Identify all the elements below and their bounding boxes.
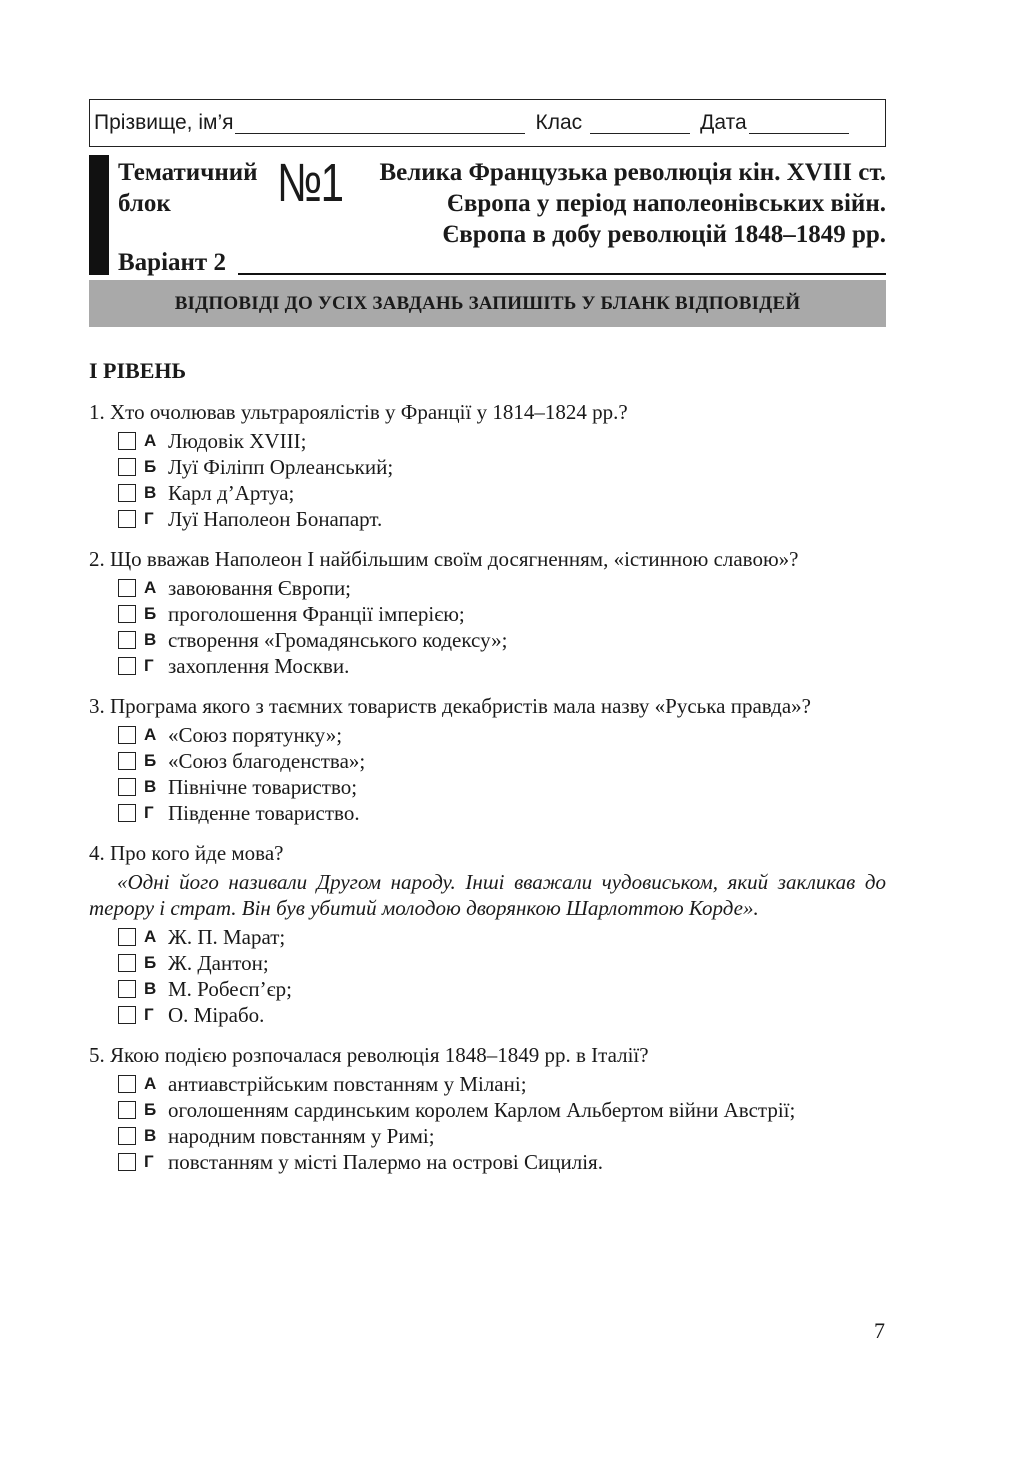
option-text: М. Робесп’єр; [168,977,292,1001]
name-label: Прізвище, ім’я [94,111,234,134]
answer-option[interactable] [118,653,886,679]
instructions-banner: ВІДПОВІДІ ДО УСІХ ЗАВДАНЬ ЗАПИШІТЬ У БЛАНК ВІДПОВІДЕЙ [89,280,886,327]
answer-checkbox[interactable] [118,1101,136,1119]
option-letter: А [144,725,157,744]
question-text: 3. Програма якого з таємних товариств декабристів мала назву «Руська правда»? [89,694,811,718]
option-text: «Союз благоденства»; [168,749,366,773]
answer-checkbox[interactable] [118,1006,136,1024]
answer-checkbox[interactable] [118,726,136,744]
answer-checkbox[interactable] [118,778,136,796]
question-1 [89,399,886,532]
variant-row [118,247,886,278]
answer-option[interactable] [118,774,886,800]
option-text: створення «Громадянського кодексу»; [168,628,508,652]
level-heading: I РІВЕНЬ [89,358,187,383]
option-text: проголошення Франції імперією; [168,602,465,626]
option-letter: В [144,1126,157,1145]
answer-option[interactable] [118,1149,886,1175]
answer-checkbox[interactable] [118,432,136,450]
option-letter: В [144,483,157,502]
question-3 [89,693,886,826]
option-text: Північне товариство; [168,775,358,799]
black-bar-decoration [89,155,109,275]
question-4 [89,840,886,1028]
answer-checkbox[interactable] [118,605,136,623]
answer-options [118,924,886,1028]
answer-checkbox[interactable] [118,510,136,528]
question-text: 5. Якою подією розпочалася революція 1848–1849 рр. в Італії? [89,1043,649,1067]
option-text: антиавстрійським повстанням у Мілані; [168,1072,527,1096]
option-letter: А [144,1074,157,1093]
variant-underline [238,273,886,275]
answer-options [118,575,886,679]
answer-option[interactable] [118,454,886,480]
option-letter: А [144,927,157,946]
class-label: Клас [535,111,583,134]
answer-option[interactable] [118,428,886,454]
variant-label: Варіант 2 [118,249,226,276]
option-text: Людовік XVIII; [168,429,307,453]
answer-options [118,722,886,826]
student-info-box [89,99,886,147]
answer-checkbox[interactable] [118,458,136,476]
thematic-block-header [89,155,886,280]
option-text: О. Мірабо. [168,1003,265,1027]
answer-checkbox[interactable] [118,980,136,998]
option-text: Луї Філіпп Орлеанський; [168,455,394,479]
answer-option[interactable] [118,748,886,774]
answer-option[interactable] [118,924,886,950]
date-field[interactable] [749,113,849,134]
answer-checkbox[interactable] [118,752,136,770]
answer-options [118,1071,886,1175]
date-label: Дата [700,111,747,134]
answer-option[interactable] [118,480,886,506]
answer-option[interactable] [118,601,886,627]
option-letter: Б [144,457,157,476]
answer-option[interactable] [118,800,886,826]
answer-option[interactable] [118,575,886,601]
option-text: «Союз порятунку»; [168,723,343,747]
option-text: завоювання Європи; [168,576,352,600]
option-text: повстанням у місті Палермо на острові Сицилія. [168,1150,603,1174]
answer-checkbox[interactable] [118,928,136,946]
option-text: Карл д’Артуа; [168,481,295,505]
option-letter: Г [144,1152,154,1171]
option-letter: А [144,578,157,597]
name-field[interactable] [235,113,525,134]
option-letter: В [144,979,157,998]
answer-option[interactable] [118,1071,886,1097]
worksheet-page [89,99,886,1175]
answer-checkbox[interactable] [118,954,136,972]
question-text: 1. Хто очолював ультрароялістів у Франції у 1814–1824 рр.? [89,400,628,424]
option-letter: Б [144,1100,157,1119]
answer-option[interactable] [118,1123,886,1149]
answer-option[interactable] [118,722,886,748]
option-text: Ж. Дантон; [168,951,269,975]
answer-checkbox[interactable] [118,484,136,502]
questions-list [89,399,886,1175]
question-5 [89,1042,886,1175]
option-letter: Г [144,1005,154,1024]
answer-checkbox[interactable] [118,1127,136,1145]
answer-option[interactable] [118,1097,886,1123]
option-text: оголошенням сардинським королем Карлом Альбертом війни Австрії; [168,1098,796,1122]
option-letter: В [144,630,157,649]
option-text: народним повстанням у Римі; [168,1124,435,1148]
option-text: захоплення Москви. [168,654,350,678]
option-text: Луї Наполеон Бонапарт. [168,507,383,531]
answer-checkbox[interactable] [118,631,136,649]
answer-checkbox[interactable] [118,579,136,597]
option-letter: Б [144,953,157,972]
block-title: Велика Французька революція кін. XVIII ст. Європа у період наполеонівських війн. Європа в добу революцій 1848–1849 рр. [379,159,886,248]
answer-option[interactable] [118,976,886,1002]
answer-checkbox[interactable] [118,804,136,822]
answer-checkbox[interactable] [118,657,136,675]
option-letter: Б [144,751,157,770]
answer-option[interactable] [118,950,886,976]
option-letter: Г [144,509,154,528]
question-text: 4. Про кого йде мова? [89,841,284,865]
option-letter: Г [144,803,154,822]
class-field[interactable] [590,113,690,134]
option-text: Південне товариство. [168,801,360,825]
block-number: №1 [277,153,343,213]
answer-checkbox[interactable] [118,1075,136,1093]
page-number: 7 [874,1318,885,1343]
option-letter: В [144,777,157,796]
block-label: Тематичний блок [118,159,258,217]
answer-option[interactable] [118,506,886,532]
question-2 [89,546,886,679]
answer-options [118,428,886,532]
answer-option[interactable] [118,627,886,653]
option-letter: А [144,431,157,450]
answer-option[interactable] [118,1002,886,1028]
question-quote: «Одні його називали Другом народу. Інші вважали чудовиськом, який закликав до терору і страт. Він був убитий молодою дворянкою Шарлоттою Корде». [89,870,886,920]
option-letter: Б [144,604,157,623]
option-letter: Г [144,656,154,675]
question-text: 2. Що вважав Наполеон I найбільшим своїм досягненням, «істинною славою»? [89,547,799,571]
option-text: Ж. П. Марат; [168,925,286,949]
answer-checkbox[interactable] [118,1153,136,1171]
